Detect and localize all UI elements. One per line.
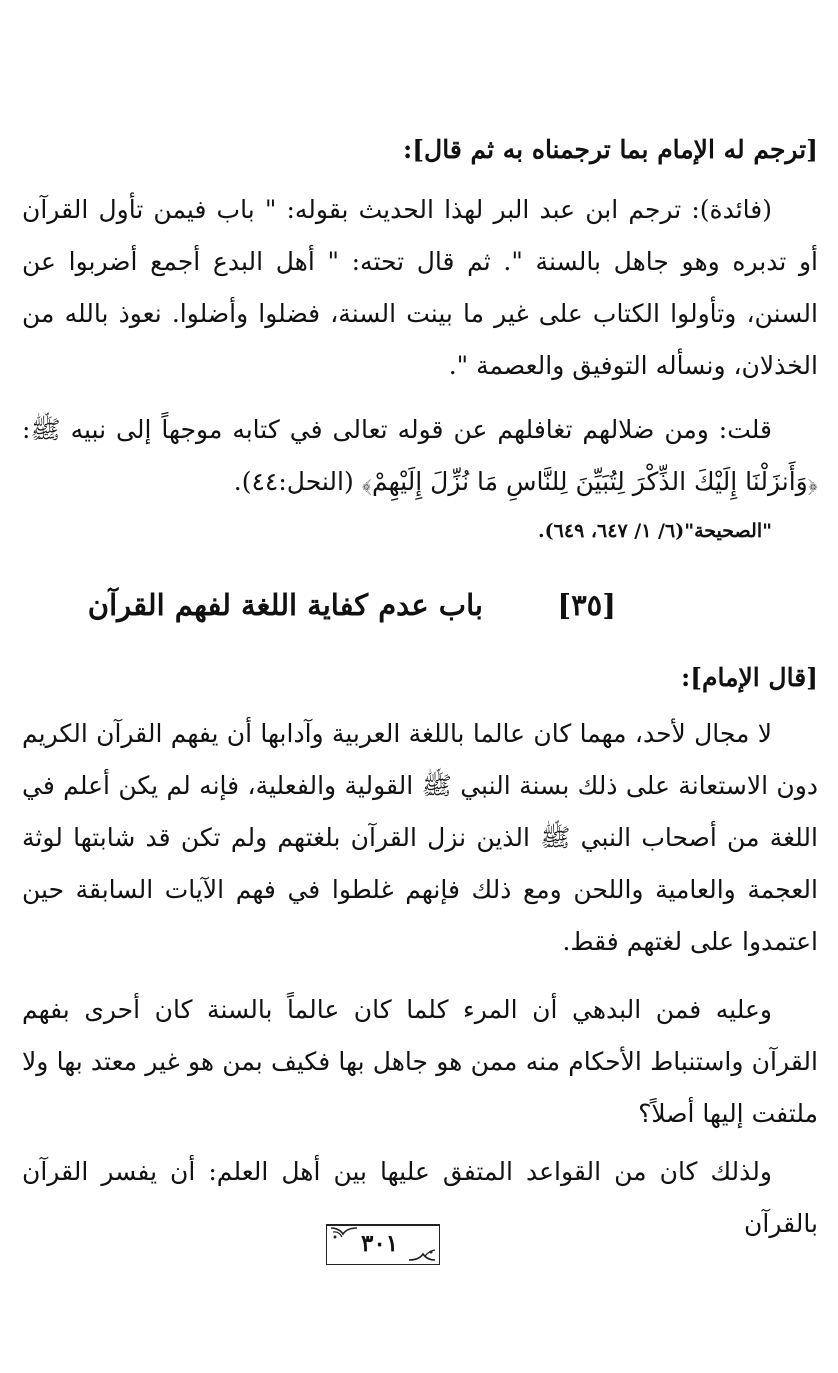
qultu-paragraph: قلت: ومن ضلالهم تغافلهم عن قوله تعالى في كتابه موجهاً إلى نبيه ﷺ: ﴿وَأَنزَلْنَا إِلَيْكَ الذِّكْرَ لِتُبَيِّنَ لِلنَّاسِ مَا نُزِّلَ إِلَيْهِمْ﴾ (النحل:٤٤). [22,415,818,496]
page-number-frame [326,1224,440,1265]
imam-label: [قال الإمام]: [680,663,818,692]
body-paragraph-1: لا مجال لأحد، مهما كان عالما باللغة العربية وآدابها أن يفهم القرآن الكريم دون الاستعانة على ذلك بسنة النبي ﷺ القولية والفعلية، فإنه لم يكن أعلم في اللغة من أصحاب النبي ﷺ الذين نزل القرآن بلغتهم ولم تكن قد شابتها لوثة العجمة والعامية واللحن ومع ذلك فإنهم غلطوا في فهم الآيات السابقة حين اعتمدوا على لغتهم فقط. [22,719,818,956]
chapter-heading [0,582,838,632]
benefit-paragraph: (فائدة): ترجم ابن عبد البر لهذا الحديث بقوله: " باب فيمن تأول القرآن أو تدبره وهو جاهل بالسنة ". ثم قال تحته: " أهل البدع أجمع أضربوا عن السنن، وتأولوا الكتاب على غير ما بينت السنة، فضلوا وأضلوا. نعوذ بالله من الخذلان، ونسأله التوفيق والعصمة ". [22,195,818,380]
body-paragraph-2: وعليه فمن البدهي أن المرء كلما كان عالماً بالسنة كان أحرى بفهم القرآن واستنباط الأحكام منه ممن هو جاهل بها فكيف بمن هو غير معتد بها ولا ملتفت إليها أصلاً؟ [22,995,818,1128]
citation: "الصحيحة"(٦/ ١/ ٦٤٧، ٦٤٩). [538,520,772,542]
chapter-number: [٣٥] [557,588,616,622]
ornament-icon [407,1246,437,1262]
ornament-icon [329,1226,359,1242]
intro-note: [ترجم له الإمام بما ترجمناه به ثم قال]: [402,135,818,164]
chapter-title: باب عدم كفاية اللغة لفهم القرآن [87,588,483,622]
body-paragraph-3: ولذلك كان من القواعد المتفق عليها بين أهل العلم: أن يفسر القرآن بالقرآن [22,1157,818,1238]
page-number: ٣٠١ [361,1230,399,1257]
